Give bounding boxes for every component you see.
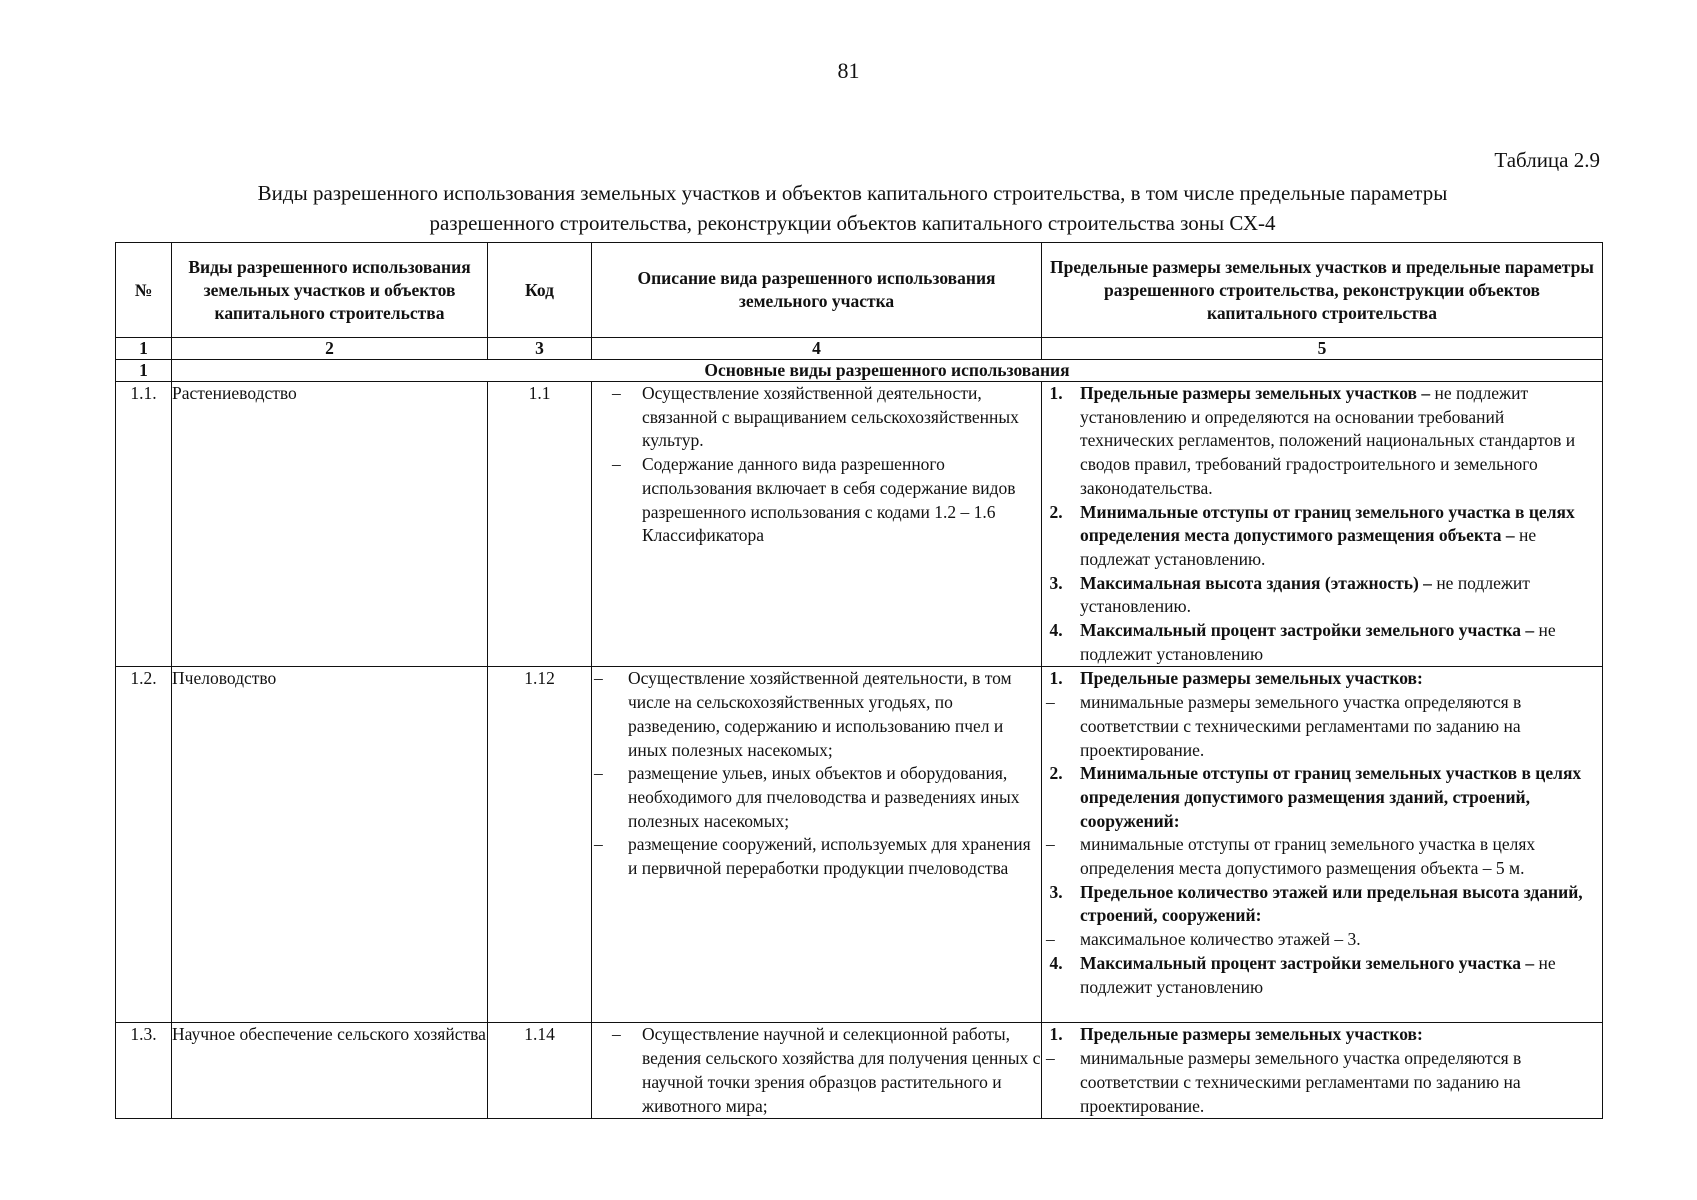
param-number: 1. [1049,1024,1063,1045]
param-item [1042,382,1602,501]
column-number: 3 [488,338,592,360]
table-row [116,382,1603,667]
description-item: – Осуществление хозяйственной деятельности, связанной с выращиванием сельскохозяйственных культур. [612,382,1041,453]
header-row [116,243,1603,338]
row-number: 1.3. [116,1023,172,1119]
param-number: 3. [1049,572,1063,593]
row-name: Пчеловодство [172,667,488,1023]
param-item [1042,619,1602,666]
row-code: 1.1 [488,382,592,667]
page-number: 81 [837,58,860,83]
header-code: Код [488,243,592,338]
header-no: № [116,243,172,338]
section-number: 1 [116,360,172,382]
row-description [592,667,1042,1023]
row-code: 1.14 [488,1023,592,1119]
param-number: 1. [1049,383,1063,403]
param-heading: Максимальный процент застройки земельного участка – [1080,952,1535,973]
param-heading: Минимальные отступы от границ земельных участков в целях определения допустимого размещения зданий, строений, сооружений: [1080,763,1582,831]
param-number: 3. [1049,881,1063,902]
param-number: 4. [1049,952,1063,973]
param-dash-item: – минимальные размеры земельного участка определяются в соответствии с техническими регламентами по заданию на проектирование. [1042,1047,1602,1118]
param-heading: Максимальный процент застройки земельного участка – [1080,620,1535,641]
param-heading: Максимальная высота здания (этажность) – [1080,572,1432,593]
row-description [592,1023,1042,1119]
header-description: Описание вида разрешенного использования земельного участка [592,243,1042,338]
description-item: – Осуществление хозяйственной деятельности, в том числе на сельскохозяйственных угодьях, по разведению, содержанию и использованию пчел и иных полезных насекомых; [592,667,1041,762]
param-text: не подлежит установлению [1080,952,1556,997]
column-number: 4 [592,338,1042,360]
param-text: не подлежит установлению [1080,620,1556,664]
section-row [116,360,1603,382]
column-number: 5 [1042,338,1603,360]
table-row [116,667,1603,1023]
header-name: Виды разрешенного использования земельных участков и объектов капитального строительства [172,243,488,338]
param-number: 4. [1049,620,1063,641]
param-item [1042,881,1602,928]
param-heading: Предельное количество этажей или предельная высота зданий, строений, сооружений: [1080,881,1583,926]
param-heading: Предельные размеры земельных участков: [1080,1024,1423,1045]
row-params [1042,667,1603,1023]
param-number: 2. [1049,763,1063,784]
description-item: – Содержание данного вида разрешенного использования включает в себя содержание видов разрешенного использования с кодами 1.2 – 1.6 Классификатора [612,453,1041,548]
param-number: 2. [1049,501,1063,522]
row-params [1042,1023,1603,1119]
header-params: Предельные размеры земельных участков и предельные параметры разрешенного строительства, реконструкции объектов капитального строительства [1042,243,1603,338]
row-number: 1.2. [116,667,172,1023]
param-item [1042,501,1602,572]
section-title: Основные виды разрешенного использования [172,360,1603,382]
description-item: – размещение ульев, иных объектов и оборудования, необходимого для пчеловодства и разведениях иных полезных насекомых; [592,762,1041,833]
title-line-2: разрешенного строительства, реконструкции объектов капитального строительства зоны СХ-4 [429,211,1276,235]
param-dash-item: – минимальные отступы от границ земельного участка в целях определения места допустимого размещения объекта – 5 м. [1042,833,1602,880]
param-item [1042,1023,1602,1047]
param-text: не подлежит установлению и определяются на основании требований технических регламентов, положений национальных стандартов и сводов правил, требований градостроительного и земельного законодательства. [1080,383,1576,498]
param-dash-item: – максимальное количество этажей – 3. [1042,928,1602,952]
row-description [592,382,1042,667]
description-item: – Осуществление научной и селекционной работы, ведения сельского хозяйства для получения ценных с научной точки зрения образцов растительного и животного мира; [612,1023,1041,1118]
row-name: Научное обеспечение сельского хозяйства [172,1023,488,1119]
column-number-row [116,338,1603,360]
document-title [130,178,1575,238]
row-number: 1.1. [116,382,172,667]
param-item [1042,952,1602,999]
param-text: не подлежат установлению. [1080,525,1537,569]
param-item [1042,762,1602,833]
param-dash-item: – минимальные размеры земельного участка определяются в соответствии с техническими регламентами по заданию на проектирование. [1042,691,1602,762]
param-item [1042,572,1602,619]
title-line-1: Виды разрешенного использования земельных участков и объектов капитального строительства, в том числе предельные параметры [257,181,1448,205]
table-label: Таблица 2.9 [1494,148,1600,172]
param-item [1042,667,1602,691]
row-name: Растениеводство [172,382,488,667]
column-number: 1 [116,338,172,360]
param-heading: Минимальные отступы от границ земельного участка в целях определения места допустимого размещения объекта – [1080,501,1575,546]
param-heading: Предельные размеры земельных участков: [1080,668,1423,689]
param-text: не подлежит установлению. [1080,572,1530,617]
row-params [1042,382,1603,667]
row-code: 1.12 [488,667,592,1023]
table-row [116,1023,1603,1119]
column-number: 2 [172,338,488,360]
param-number: 1. [1049,668,1063,689]
description-item: – размещение сооружений, используемых для хранения и первичной переработки продукции пчеловодства [592,833,1041,880]
param-heading: Предельные размеры земельных участков – [1080,383,1431,403]
land-use-table [115,242,1603,1119]
